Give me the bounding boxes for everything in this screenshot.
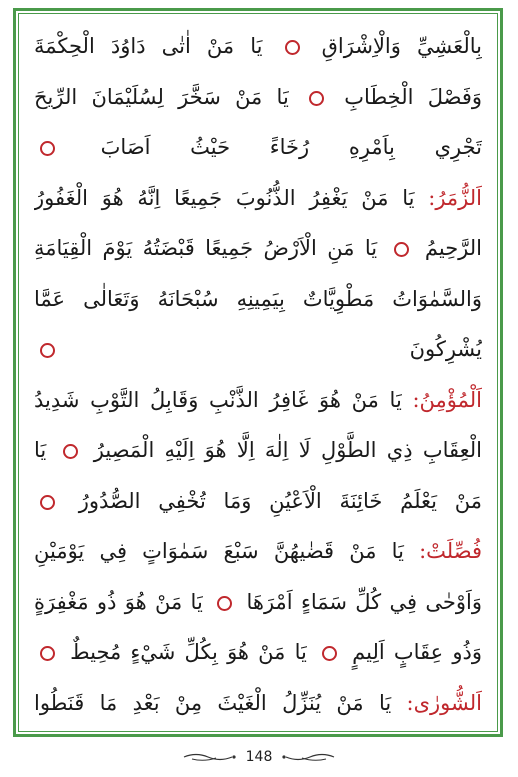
page-footer	[0, 745, 518, 769]
text-line	[34, 21, 482, 72]
verse-separator-circle-icon	[40, 141, 55, 156]
prayer-text: تَجْرِي بِاَمْرِهِ رُخَاءً حَيْثُ اَصَابَ	[61, 135, 482, 159]
prayer-text: يَا مَنْ هُوَ ذُو مَغْفِرَةٍ	[34, 589, 212, 614]
verse-separator-circle-icon	[285, 40, 300, 55]
page-frame	[13, 8, 503, 737]
text-line	[34, 425, 482, 476]
verse-separator-circle-icon	[40, 495, 55, 510]
surah-heading: اَلْمُؤْمِنُ:	[412, 387, 482, 412]
page-number: 148	[245, 749, 273, 765]
verse-separator-circle-icon	[40, 343, 55, 358]
prayer-text: يَا مَنْ اٰتٰى دَاوُدَ الْحِكْمَةَ	[34, 34, 279, 58]
prayer-text-block	[34, 21, 482, 728]
prayer-text: وَاَوْحٰى فِي كُلِّ سَمَاءٍ اَمْرَهَا	[238, 589, 482, 614]
surah-heading: اَلزُّمَرُ:	[428, 185, 482, 210]
surah-heading: اَلشُّورٰى:	[406, 690, 482, 715]
prayer-text: يَا مَنْ سَخَّرَ لِسُلَيْمَانَ الرِّيحَ	[34, 84, 304, 109]
prayer-text: يَا مَنْ قَضٰيهُنَّ سَبْعَ سَمٰوَاتٍ فِي يَوْمَيْنِ	[34, 539, 420, 563]
prayer-text: بِالْعَشِيِّ وَالْاِشْرَاقِ	[305, 34, 482, 58]
verse-separator-circle-icon	[40, 646, 55, 661]
prayer-text: يَا مَنْ يَغْفِرُ الذُّنُوبَ جَمِيعًا اِنَّهُ هُوَ الْغَفُورُ	[34, 185, 429, 210]
text-line	[34, 324, 482, 375]
prayer-text: يَا مَنْ يُنَزِّلُ الْغَيْثَ مِنْ بَعْدِ مَا قَنَطُوا	[34, 690, 407, 715]
verse-separator-circle-icon	[309, 91, 324, 106]
text-line	[34, 627, 482, 678]
text-line	[34, 122, 482, 173]
text-line	[34, 375, 482, 426]
prayer-text: يُشْرِكُونَ	[61, 337, 482, 361]
text-line	[34, 476, 482, 527]
prayer-text: يَا	[34, 438, 57, 462]
prayer-text: الرَّحِيمُ	[414, 236, 482, 260]
prayer-text: مَنْ يَعْلَمُ خَائِنَةَ الْاَعْيُنِ وَمَا تُخْفِي الصُّدُورُ	[61, 488, 482, 513]
verse-separator-circle-icon	[217, 596, 232, 611]
verse-separator-circle-icon	[394, 242, 409, 257]
text-line	[34, 223, 482, 274]
prayer-text: وَذُو عِقَابٍ اَلِيمٍ	[342, 640, 482, 664]
text-line	[34, 173, 482, 224]
verse-separator-circle-icon	[322, 646, 337, 661]
text-line	[34, 274, 482, 325]
surah-heading: فُصِّلَتْ:	[419, 539, 482, 563]
prayer-text: يَا مَنْ هُوَ غَافِرُ الذَّنْبِ وَقَابِلُ التَّوْبِ شَدِيدُ	[34, 387, 413, 412]
prayer-text: وَفَصْلَ الْخِطَابِ	[330, 84, 482, 109]
footer-ornament-left-icon	[182, 751, 238, 763]
prayer-text: يَا مَنِ الْاَرْضُ جَمِيعًا قَبْضَتُهُ يَوْمَ الْقِيَامَةِ	[34, 236, 388, 260]
text-line	[34, 526, 482, 577]
prayer-text: وَالسَّمٰوَاتُ مَطْوِيَّاتٌ بِيَمِينِهِ سُبْحَانَهُ وَتَعَالٰى عَمَّا	[34, 286, 482, 311]
prayer-text: الْعِقَابِ ذِي الطَّوْلِ لَا اِلٰهَ اِلَّا هُوَ اِلَيْهِ الْمَصِيرُ	[83, 438, 482, 462]
text-line	[34, 577, 482, 628]
text-line	[34, 72, 482, 123]
verse-separator-circle-icon	[63, 444, 78, 459]
prayer-text: يَا مَنْ هُوَ بِكُلِّ شَيْءٍ مُحِيطٌ	[61, 640, 316, 664]
footer-ornament-right-icon	[280, 751, 336, 763]
text-line	[34, 678, 482, 729]
